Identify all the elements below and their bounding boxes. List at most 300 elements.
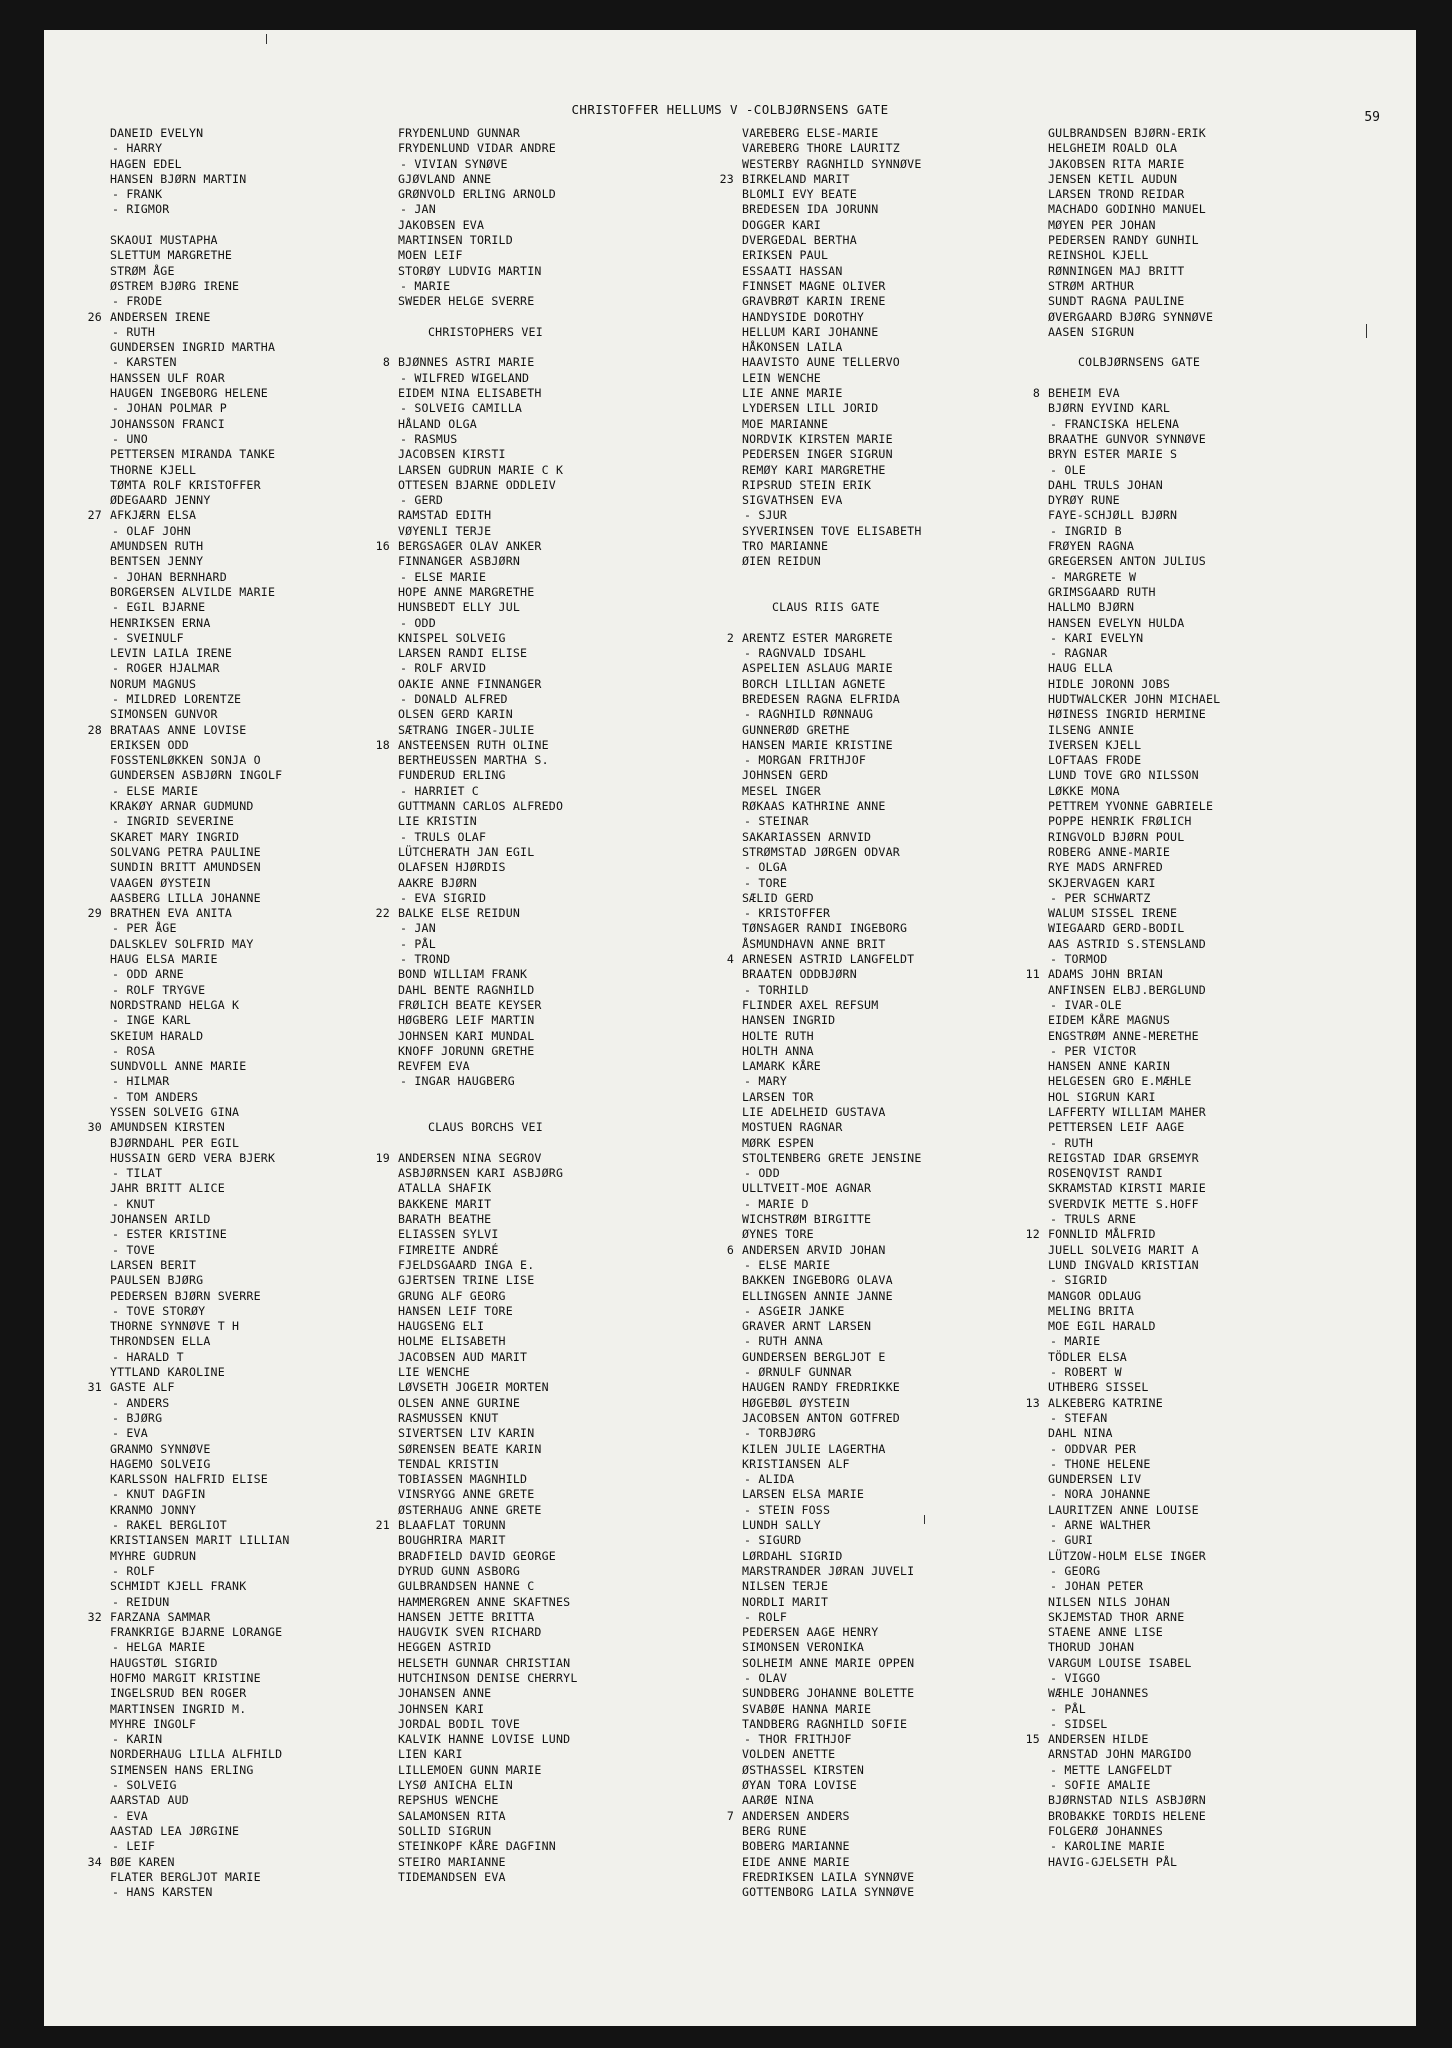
resident-entry xyxy=(110,340,420,355)
spacer xyxy=(398,310,708,325)
resident-name: GJERTSEN TRINE LISE xyxy=(398,1273,535,1288)
resident-name: HALLMO BJØRN xyxy=(1048,600,1135,615)
resident-entry xyxy=(110,1579,420,1594)
resident-entry xyxy=(1048,126,1368,141)
resident-entry xyxy=(398,1686,708,1701)
resident-name: LEVIN LAILA IRENE xyxy=(110,646,233,661)
resident-entry xyxy=(742,1380,1052,1395)
resident-entry xyxy=(726,1242,1052,1258)
resident-entry xyxy=(742,310,1052,325)
resident-entry xyxy=(1048,1212,1368,1227)
resident-name: - HARRIET C xyxy=(400,783,479,798)
resident-entry xyxy=(1048,417,1368,432)
resident-name: LUND INGVALD KRISTIAN xyxy=(1048,1257,1199,1272)
resident-name: - HELGA MARIE xyxy=(112,1640,206,1655)
resident-entry xyxy=(110,1686,420,1701)
resident-entry xyxy=(382,355,708,370)
resident-entry xyxy=(1048,860,1368,875)
resident-name: - STEIN FOSS xyxy=(744,1502,831,1517)
resident-name: LOFTAAS FRODE xyxy=(1048,753,1142,768)
resident-name: - INGRID B xyxy=(1050,523,1122,538)
resident-name: DAHL BENTE RAGNHILD xyxy=(398,982,535,997)
resident-name: MARSTRANDER JØRAN JUVELI xyxy=(742,1563,915,1578)
resident-entry xyxy=(742,141,1052,156)
resident-entry xyxy=(398,493,708,508)
resident-name: GRAVER ARNT LARSEN xyxy=(742,1319,872,1334)
resident-entry xyxy=(1048,1090,1368,1105)
house-number: 2 xyxy=(726,630,734,645)
street-name: CLAUS BORCHS VEI xyxy=(428,1120,543,1135)
resident-entry xyxy=(742,279,1052,294)
resident-name: EIDEM KÅRE MAGNUS xyxy=(1048,1013,1171,1028)
resident-entry xyxy=(1048,1151,1368,1166)
resident-name: - MARGRETE W xyxy=(1050,569,1137,584)
resident-name: - JOHAN POLMAR P xyxy=(112,401,227,416)
resident-name: HAUG ELLA xyxy=(1048,661,1113,676)
resident-name: HENRIKSEN ERNA xyxy=(110,615,211,630)
resident-entry xyxy=(87,722,420,738)
resident-name: ALKEBERG KATRINE xyxy=(1048,1395,1163,1410)
resident-name: - ØRNULF GUNNAR xyxy=(744,1365,852,1380)
resident-name: JAKOBSEN EVA xyxy=(398,217,485,232)
resident-entry xyxy=(398,661,708,676)
resident-name: - BJØRG xyxy=(112,1410,163,1425)
resident-entry xyxy=(398,463,708,478)
resident-entry xyxy=(1048,585,1368,600)
resident-entry xyxy=(398,1365,708,1380)
resident-name: KRISTIANSEN ALF xyxy=(742,1456,850,1471)
resident-name: - PÅL xyxy=(400,936,436,951)
resident-entry xyxy=(375,1150,708,1166)
resident-name: - TOVE xyxy=(112,1242,156,1257)
resident-entry xyxy=(1048,294,1368,309)
resident-entry xyxy=(1048,1304,1368,1319)
resident-name: HANSEN BJØRN MARTIN xyxy=(110,171,247,186)
resident-entry xyxy=(110,1243,420,1258)
resident-entry xyxy=(87,1609,420,1625)
resident-name: ØDEGAARD JENNY xyxy=(110,493,211,508)
resident-entry xyxy=(398,1426,708,1441)
resident-name: STRØMSTAD JØRGEN ODVAR xyxy=(742,844,900,859)
resident-name: BORGERSEN ALVILDE MARIE xyxy=(110,584,276,599)
resident-name: AASEN SIGRUN xyxy=(1048,324,1135,339)
resident-name: - SIGRID xyxy=(1050,1273,1108,1288)
resident-entry xyxy=(742,1732,1052,1747)
resident-entry xyxy=(742,1717,1052,1732)
resident-entry xyxy=(110,126,420,141)
resident-name: - MARIE xyxy=(1050,1334,1101,1349)
resident-name: - RUTH xyxy=(112,324,156,339)
resident-name: - JAN xyxy=(400,202,436,217)
resident-name: BERGSAGER OLAV ANKER xyxy=(398,539,542,554)
resident-name: REPSHUS WENCHE xyxy=(398,1793,499,1808)
resident-name: HAVIG-GJELSETH PÅL xyxy=(1048,1854,1178,1869)
resident-name: AAKRE BJØRN xyxy=(398,875,477,890)
resident-entry xyxy=(742,340,1052,355)
resident-name: - TRULS OLAF xyxy=(400,829,487,844)
resident-name: STEINKOPF KÅRE DAGFINN xyxy=(398,1839,556,1854)
resident-entry xyxy=(110,432,420,447)
resident-entry xyxy=(1025,967,1368,982)
resident-entry xyxy=(398,937,708,952)
resident-entry xyxy=(398,830,708,845)
resident-name: - STEINAR xyxy=(744,814,809,829)
spacer xyxy=(398,1136,708,1151)
resident-name: THORNE SYNNØVE T H xyxy=(110,1319,240,1334)
resident-entry xyxy=(742,157,1052,172)
resident-entry xyxy=(398,157,708,172)
resident-name: ANFINSEN ELBJ.BERGLUND xyxy=(1048,982,1206,997)
resident-name: JOHNSEN GERD xyxy=(742,768,829,783)
resident-name: BREDESEN IDA JORUNN xyxy=(742,202,879,217)
resident-entry xyxy=(742,967,1052,982)
resident-name: ØSTREM BJØRG IRENE xyxy=(110,278,240,293)
resident-name: MESEL INGER xyxy=(742,783,821,798)
resident-entry xyxy=(110,952,420,967)
resident-entry xyxy=(398,1778,708,1793)
resident-name: PEDERSEN RANDY GUNHIL xyxy=(1048,233,1199,248)
resident-entry xyxy=(1048,1273,1368,1288)
resident-name: SÆLID GERD xyxy=(742,890,814,905)
resident-name: TØMTA ROLF KRISTOFFER xyxy=(110,477,261,492)
resident-entry xyxy=(742,1855,1052,1870)
resident-name: BENTSEN JENNY xyxy=(110,554,204,569)
spacer xyxy=(398,1105,708,1120)
resident-name: ARNESEN ASTRID LANGFELDT xyxy=(742,952,915,967)
resident-name: ØSTHASSEL KIRSTEN xyxy=(742,1762,865,1777)
resident-entry xyxy=(1048,646,1368,661)
resident-entry xyxy=(110,1136,420,1151)
resident-name: HØGBERG LEIF MARTIN xyxy=(398,1013,535,1028)
resident-entry xyxy=(1048,172,1368,187)
resident-entry xyxy=(110,1625,420,1640)
resident-entry xyxy=(742,1304,1052,1319)
resident-name: ØYNES TORE xyxy=(742,1227,814,1242)
resident-entry xyxy=(110,1334,420,1349)
resident-entry xyxy=(1048,891,1368,906)
resident-name: FAYE-SCHJØLL BJØRN xyxy=(1048,508,1178,523)
resident-entry xyxy=(742,325,1052,340)
resident-entry xyxy=(1048,1426,1368,1441)
street-heading xyxy=(398,1120,708,1135)
resident-entry xyxy=(742,1044,1052,1059)
resident-entry xyxy=(398,1442,708,1457)
resident-name: ANSTEENSEN RUTH OLINE xyxy=(398,737,549,752)
resident-entry xyxy=(398,1732,708,1747)
resident-entry xyxy=(110,1197,420,1212)
resident-name: FRØYEN RAGNA xyxy=(1048,539,1135,554)
resident-name: SAKARIASSEN ARNVID xyxy=(742,829,872,844)
resident-entry xyxy=(1048,1472,1368,1487)
resident-name: LIE ANNE MARIE xyxy=(742,386,843,401)
resident-name: YTTLAND KAROLINE xyxy=(110,1365,225,1380)
resident-name: - METTE LANGFELDT xyxy=(1050,1762,1173,1777)
resident-entry xyxy=(1048,1013,1368,1028)
spacer xyxy=(742,616,1052,631)
resident-name: LARSEN GUDRUN MARIE C K xyxy=(398,462,564,477)
resident-name: ERIKSEN PAUL xyxy=(742,248,829,263)
resident-entry xyxy=(742,1686,1052,1701)
resident-name: BOBERG MARIANNE xyxy=(742,1839,850,1854)
resident-name: HAGEN EDEL xyxy=(110,156,182,171)
resident-entry xyxy=(742,1059,1052,1074)
resident-entry xyxy=(398,1044,708,1059)
resident-name: - ALIDA xyxy=(744,1472,795,1487)
resident-entry xyxy=(110,294,420,309)
resident-name: ANDERSEN HILDE xyxy=(1048,1732,1149,1747)
house-number: 8 xyxy=(382,355,390,370)
resident-name: DVERGEDAL BERTHA xyxy=(742,233,857,248)
resident-entry xyxy=(110,554,420,569)
resident-entry xyxy=(398,1227,708,1242)
resident-name: - UNO xyxy=(112,431,148,446)
resident-entry xyxy=(1048,1380,1368,1395)
resident-name: THORUD JOHAN xyxy=(1048,1640,1135,1655)
resident-entry xyxy=(398,723,708,738)
resident-name: BJØRNDAHL PER EGIL xyxy=(110,1135,240,1150)
resident-entry xyxy=(110,1763,420,1778)
resident-name: - SVEINULF xyxy=(112,630,184,645)
resident-entry xyxy=(398,768,708,783)
resident-name: JORDAL BODIL TOVE xyxy=(398,1716,521,1731)
resident-entry xyxy=(110,1442,420,1457)
resident-entry xyxy=(1048,661,1368,676)
resident-name: HAMMERGREN ANNE SKAFTNES xyxy=(398,1594,571,1609)
resident-name: JOHANSEN ARILD xyxy=(110,1212,211,1227)
resident-name: SUNDT RAGNA PAULINE xyxy=(1048,294,1185,309)
resident-name: - KARIN xyxy=(112,1732,163,1747)
resident-entry xyxy=(742,1824,1052,1839)
resident-entry xyxy=(742,1212,1052,1227)
resident-name: - ARNE WALTHER xyxy=(1050,1518,1151,1533)
resident-entry xyxy=(398,891,708,906)
resident-name: ÅSMUNDHAVN ANNE BRIT xyxy=(742,936,886,951)
resident-name: JAHR BRITT ALICE xyxy=(110,1181,225,1196)
resident-entry xyxy=(110,1105,420,1120)
resident-name: - MORGAN FRITHJOF xyxy=(744,753,867,768)
resident-name: STRØM ARTHUR xyxy=(1048,278,1135,293)
resident-name: - MARIE D xyxy=(744,1196,809,1211)
resident-entry xyxy=(1048,1181,1368,1196)
resident-name: SKAOUI MUSTAPHA xyxy=(110,233,218,248)
resident-name: FLATER BERGLJOT MARIE xyxy=(110,1869,261,1884)
resident-entry xyxy=(742,937,1052,952)
resident-entry xyxy=(398,1656,708,1671)
resident-entry xyxy=(1048,570,1368,585)
resident-entry xyxy=(398,1717,708,1732)
resident-name: LARSEN ELSA MARIE xyxy=(742,1487,865,1502)
resident-name: OLAFSEN HJØRDIS xyxy=(398,860,506,875)
resident-name: HANSEN EVELYN HULDA xyxy=(1048,615,1185,630)
resident-entry xyxy=(110,1181,420,1196)
resident-name: BRAATHE GUNVOR SYNNØVE xyxy=(1048,431,1206,446)
resident-name: HEGGEN ASTRID xyxy=(398,1640,492,1655)
resident-name: STEIRO MARIANNE xyxy=(398,1854,506,1869)
resident-entry xyxy=(110,692,420,707)
resident-name: ØIEN REIDUN xyxy=(742,554,821,569)
resident-entry xyxy=(742,386,1052,401)
resident-entry xyxy=(742,1411,1052,1426)
resident-entry xyxy=(398,753,708,768)
resident-entry xyxy=(742,1793,1052,1808)
resident-entry xyxy=(398,1702,708,1717)
resident-name: GREGERSEN ANTON JULIUS xyxy=(1048,554,1206,569)
resident-entry xyxy=(742,1564,1052,1579)
resident-entry xyxy=(742,1625,1052,1640)
spacer xyxy=(742,585,1052,600)
resident-name: FINNSET MAGNE OLIVER xyxy=(742,278,886,293)
resident-name: WIEGAARD GERD-BODIL xyxy=(1048,921,1185,936)
resident-name: SALAMONSEN RITA xyxy=(398,1808,506,1823)
resident-name: DAHL TRULS JOHAN xyxy=(1048,477,1163,492)
resident-entry xyxy=(1048,524,1368,539)
resident-entry xyxy=(110,401,420,416)
resident-name: FRYDENLUND GUNNAR xyxy=(398,126,521,140)
resident-name: SLETTUM MARGRETHE xyxy=(110,248,233,263)
resident-entry xyxy=(110,1533,420,1548)
resident-name: HAUG ELSA MARIE xyxy=(110,952,218,967)
resident-entry xyxy=(110,1809,420,1824)
resident-name: SOLVANG PETRA PAULINE xyxy=(110,844,261,859)
resident-name: PEDERSEN BJØRN SVERRE xyxy=(110,1288,261,1303)
resident-entry xyxy=(110,1090,420,1105)
resident-entry xyxy=(1048,1350,1368,1365)
resident-name: ULLTVEIT-MOE AGNAR xyxy=(742,1181,872,1196)
resident-name: ØSTERHAUG ANNE GRETE xyxy=(398,1502,542,1517)
resident-name: GOTTENBORG LAILA SYNNØVE xyxy=(742,1885,915,1900)
resident-name: THRONDSEN ELLA xyxy=(110,1334,211,1349)
resident-entry xyxy=(742,1487,1052,1502)
resident-entry xyxy=(110,768,420,783)
resident-entry xyxy=(110,187,420,202)
resident-entry xyxy=(87,508,420,523)
resident-entry xyxy=(1048,248,1368,263)
resident-name: - JAN xyxy=(400,921,436,936)
resident-name: LILLEMOEN GUNN MARIE xyxy=(398,1762,542,1777)
resident-entry xyxy=(398,1610,708,1625)
resident-name: MØRK ESPEN xyxy=(742,1135,814,1150)
resident-entry xyxy=(742,1533,1052,1548)
resident-name: PETTERSEN LEIF AAGE xyxy=(1048,1120,1185,1135)
resident-entry xyxy=(742,355,1052,370)
resident-name: FONNLID MÅLFRID xyxy=(1048,1227,1156,1242)
resident-entry xyxy=(110,1747,420,1762)
resident-name: SKJERVAGEN KARI xyxy=(1048,875,1156,890)
resident-entry xyxy=(398,1243,708,1258)
resident-name: - TILAT xyxy=(112,1166,163,1181)
resident-name: - WILFRED WIGELAND xyxy=(400,370,530,385)
resident-entry xyxy=(1048,1702,1368,1717)
resident-name: WÆHLE JOHANNES xyxy=(1048,1686,1149,1701)
resident-entry xyxy=(1048,1503,1368,1518)
resident-entry xyxy=(398,1579,708,1594)
resident-entry xyxy=(1048,325,1368,340)
resident-name: HUTCHINSON DENISE CHERRYL xyxy=(398,1670,578,1685)
resident-name: AMUNDSEN KIRSTEN xyxy=(110,1120,225,1135)
resident-entry xyxy=(110,1044,420,1059)
resident-name: - HILMAR xyxy=(112,1074,170,1089)
resident-name: BAKKENE MARIT xyxy=(398,1196,492,1211)
resident-name: FOLGERØ JOHANNES xyxy=(1048,1823,1163,1838)
resident-name: AASTAD LEA JØRGINE xyxy=(110,1823,240,1838)
resident-entry xyxy=(1048,447,1368,462)
resident-entry xyxy=(398,707,708,722)
resident-name: BJØRN EYVIND KARL xyxy=(1048,401,1171,416)
resident-name: - REIDUN xyxy=(112,1594,170,1609)
resident-name: RAMSTAD EDITH xyxy=(398,508,492,523)
resident-entry xyxy=(110,1304,420,1319)
resident-name: - ROBERT W xyxy=(1050,1365,1122,1380)
resident-name: BEHEIM EVA xyxy=(1048,386,1120,401)
resident-entry xyxy=(1048,463,1368,478)
resident-entry xyxy=(1048,1044,1368,1059)
resident-entry xyxy=(1048,1518,1368,1533)
resident-entry xyxy=(87,1380,420,1395)
house-number: 13 xyxy=(1025,1395,1040,1410)
resident-name: OTTESEN BJARNE ODDLEIV xyxy=(398,477,556,492)
resident-name: JOHNSEN KARI xyxy=(398,1701,485,1716)
resident-name: SÆTRANG INGER-JULIE xyxy=(398,722,535,737)
resident-entry xyxy=(1048,1855,1368,1870)
resident-name: - VIVIAN SYNØVE xyxy=(400,156,508,171)
resident-entry xyxy=(1048,753,1368,768)
resident-name: - OLAV xyxy=(744,1670,788,1685)
resident-entry xyxy=(1048,1579,1368,1594)
resident-entry xyxy=(1048,814,1368,829)
resident-entry xyxy=(398,1396,708,1411)
resident-entry xyxy=(398,1625,708,1640)
resident-name: UTHBERG SISSEL xyxy=(1048,1380,1149,1395)
resident-name: WICHSTRØM BIRGITTE xyxy=(742,1212,872,1227)
resident-entry xyxy=(742,707,1052,722)
resident-name: POPPE HENRIK FRØLICH xyxy=(1048,814,1192,829)
resident-entry xyxy=(742,1181,1052,1196)
resident-entry xyxy=(398,845,708,860)
resident-entry xyxy=(110,1319,420,1334)
resident-entry xyxy=(1048,952,1368,967)
resident-name: HELGESEN GRO E.MÆHLE xyxy=(1048,1074,1192,1089)
resident-name: HAUGEN RANDY FREDRIKKE xyxy=(742,1380,900,1395)
resident-name: THORNE KJELL xyxy=(110,462,197,477)
resident-name: SIMONSEN VERONIKA xyxy=(742,1640,865,1655)
resident-entry xyxy=(110,753,420,768)
resident-entry xyxy=(398,294,708,309)
resident-entry xyxy=(110,998,420,1013)
house-number: 23 xyxy=(719,171,734,186)
resident-entry xyxy=(110,1717,420,1732)
resident-entry xyxy=(1048,1059,1368,1074)
resident-entry xyxy=(742,1105,1052,1120)
resident-name: GRAVBRØT KARIN IRENE xyxy=(742,294,886,309)
resident-name: LØRDAHL SIGRID xyxy=(742,1548,843,1563)
resident-entry xyxy=(110,493,420,508)
resident-name: ROBERG ANNE-MARIE xyxy=(1048,844,1171,859)
resident-entry xyxy=(1048,233,1368,248)
resident-entry xyxy=(110,264,420,279)
resident-entry xyxy=(1048,1747,1368,1762)
resident-entry xyxy=(398,279,708,294)
resident-name: ILSENG ANNIE xyxy=(1048,722,1135,737)
resident-entry xyxy=(398,631,708,646)
resident-name: SUNDIN BRITT AMUNDSEN xyxy=(110,860,261,875)
resident-name: VAREBERG THORE LAURITZ xyxy=(742,141,900,156)
resident-name: - INGE KARL xyxy=(112,1013,191,1028)
resident-entry xyxy=(398,600,708,615)
street-name: COLBJØRNSENS GATE xyxy=(1078,355,1201,370)
resident-name: - FRANK xyxy=(112,187,163,202)
resident-entry xyxy=(1048,1243,1368,1258)
resident-entry xyxy=(1048,1166,1368,1181)
